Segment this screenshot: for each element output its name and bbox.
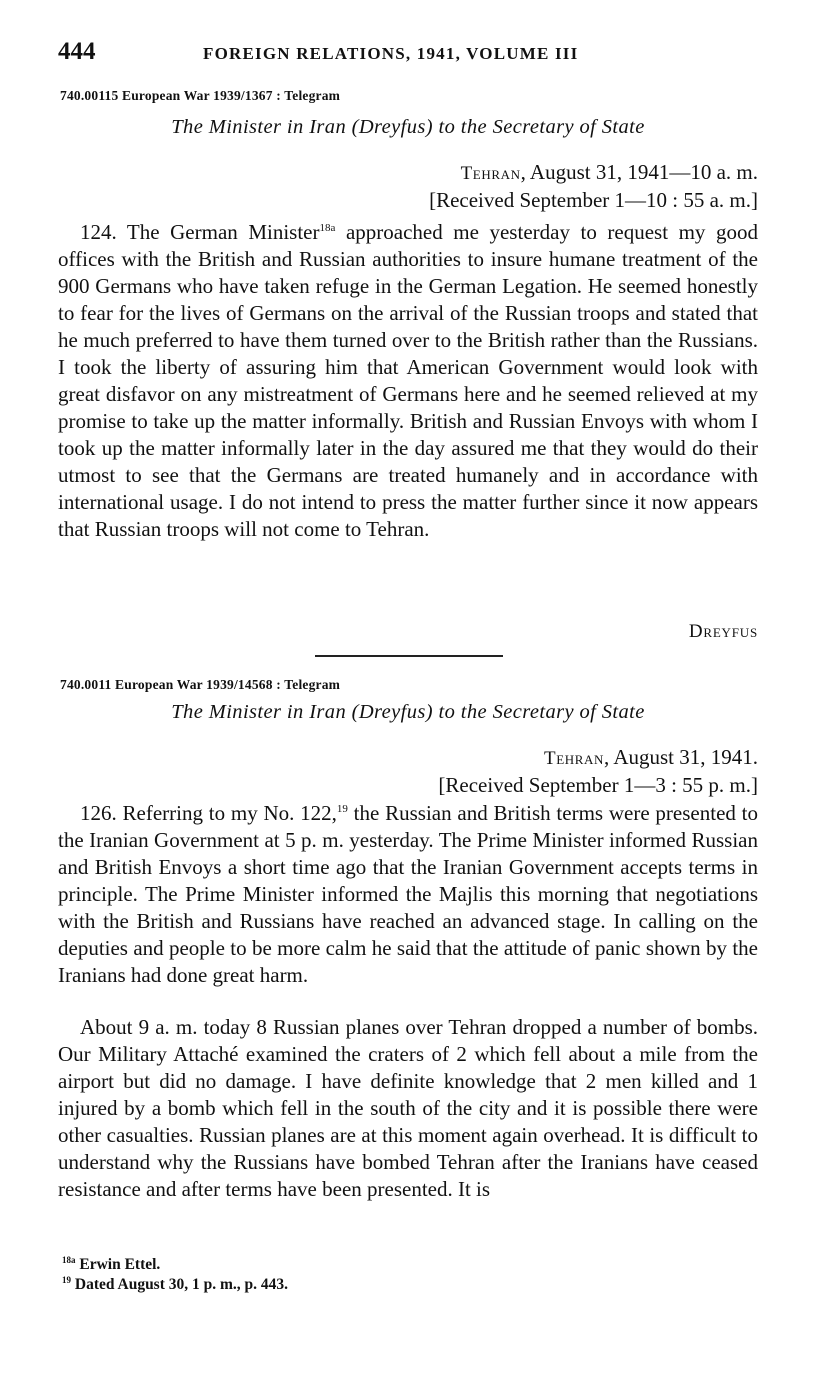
- document-1-paragraph-1: [58, 219, 758, 543]
- document-2-title: The Minister in Iran (Dreyfus) to the Secretary of State: [171, 701, 645, 723]
- paragraph-text: 124. The German Minister: [80, 220, 320, 244]
- document-2-paragraph-1: [58, 800, 758, 989]
- document-1-dateline: [429, 159, 758, 214]
- document-1-file-number: 740.00115 European War 1939/1367 : Telegram: [60, 88, 341, 103]
- document-1-date: , August 31, 1941—10 a. m.: [520, 160, 758, 184]
- document-2-place-date: [438, 744, 758, 772]
- document-2-place: Tehran: [544, 748, 604, 769]
- document-2-file-number: 740.0011 European War 1939/14568 : Telegram: [60, 677, 341, 692]
- footnote-ref: 19: [336, 803, 348, 815]
- footnotes: [62, 1255, 662, 1295]
- document-2-paragraph-2: About 9 a. m. today 8 Russian planes over Tehran dropped a number of bombs. Our Military Attaché examined the craters of 2 which fell about a mile from the airport but did no damage. I have definite knowledge that 2 men killed and 1 injured by a bomb which fell in the south of the city and it is possible there were other casualties. Russian planes are at this moment again overhead. It is difficult to understand why the Russians have bombed Tehran after the Iranians have ceased resistance and after terms have been presented. It is: [58, 1015, 758, 1201]
- paragraph-text: 126. Referring to my No. 122,: [80, 801, 337, 825]
- section-divider: [315, 655, 503, 657]
- footnote-mark: 18a: [62, 1254, 76, 1265]
- paragraph-text: the Russian and British terms were presented to the Iranian Government at 5 p. m. yesterday. The Prime Minister informed Russian and British Envoys a short time ago that the Iranian Government accepts terms in principle. The Prime Minister informed the Majlis this morning that negotiations with the British and Russians have reached an advanced stage. In calling on the deputies and people to be more calm he said that the attitude of panic shown by the Iranians had done great harm.: [58, 801, 758, 987]
- document-1-signature: Dreyfus: [688, 621, 758, 642]
- footnote-text: Dated August 30, 1 p. m., p. 443.: [71, 1276, 289, 1293]
- footnote-19: [62, 1275, 662, 1295]
- document-1-received: [Received September 1—10 : 55 a. m.]: [429, 188, 758, 212]
- document-2-received: [Received September 1—3 : 55 p. m.]: [438, 773, 758, 797]
- paragraph-text: approached me yesterday to request my good offices with the British and Russian authorities to insure humane treatment of the 900 Germans who have taken refuge in the German Legation. He seemed honestly to fear for the lives of Germans on the arrival of the Russian troops and stated that he much preferred to have them turned over to the British rather than the Russians. I took the liberty of assuring him that American Government would look with great disfavor on any mistreatment of Germans here and he seemed relieved at my promise to take up the matter informally. British and Russian Envoys with whom I took up the matter informally later in the day assured me that they would do their utmost to see that the Germans are treated humanely and in accordance with international usage. I do not intend to press the matter further since it now appears that Russian troops will not come to Tehran.: [58, 220, 758, 541]
- page-number: 444: [58, 38, 96, 65]
- footnote-mark: 19: [62, 1274, 71, 1285]
- running-title: FOREIGN RELATIONS, 1941, VOLUME III: [203, 44, 579, 63]
- footnote-18a: [62, 1255, 662, 1275]
- document-1-place-date: [429, 159, 758, 187]
- page-header: [58, 38, 758, 70]
- document-1-title: The Minister in Iran (Dreyfus) to the Secretary of State: [171, 116, 645, 138]
- document-2-date: , August 31, 1941.: [603, 745, 758, 769]
- document-1-place: Tehran: [460, 163, 521, 184]
- footnote-ref: 18a: [319, 222, 336, 234]
- document-2-dateline: [438, 744, 758, 799]
- footnote-text: Erwin Ettel.: [75, 1256, 161, 1273]
